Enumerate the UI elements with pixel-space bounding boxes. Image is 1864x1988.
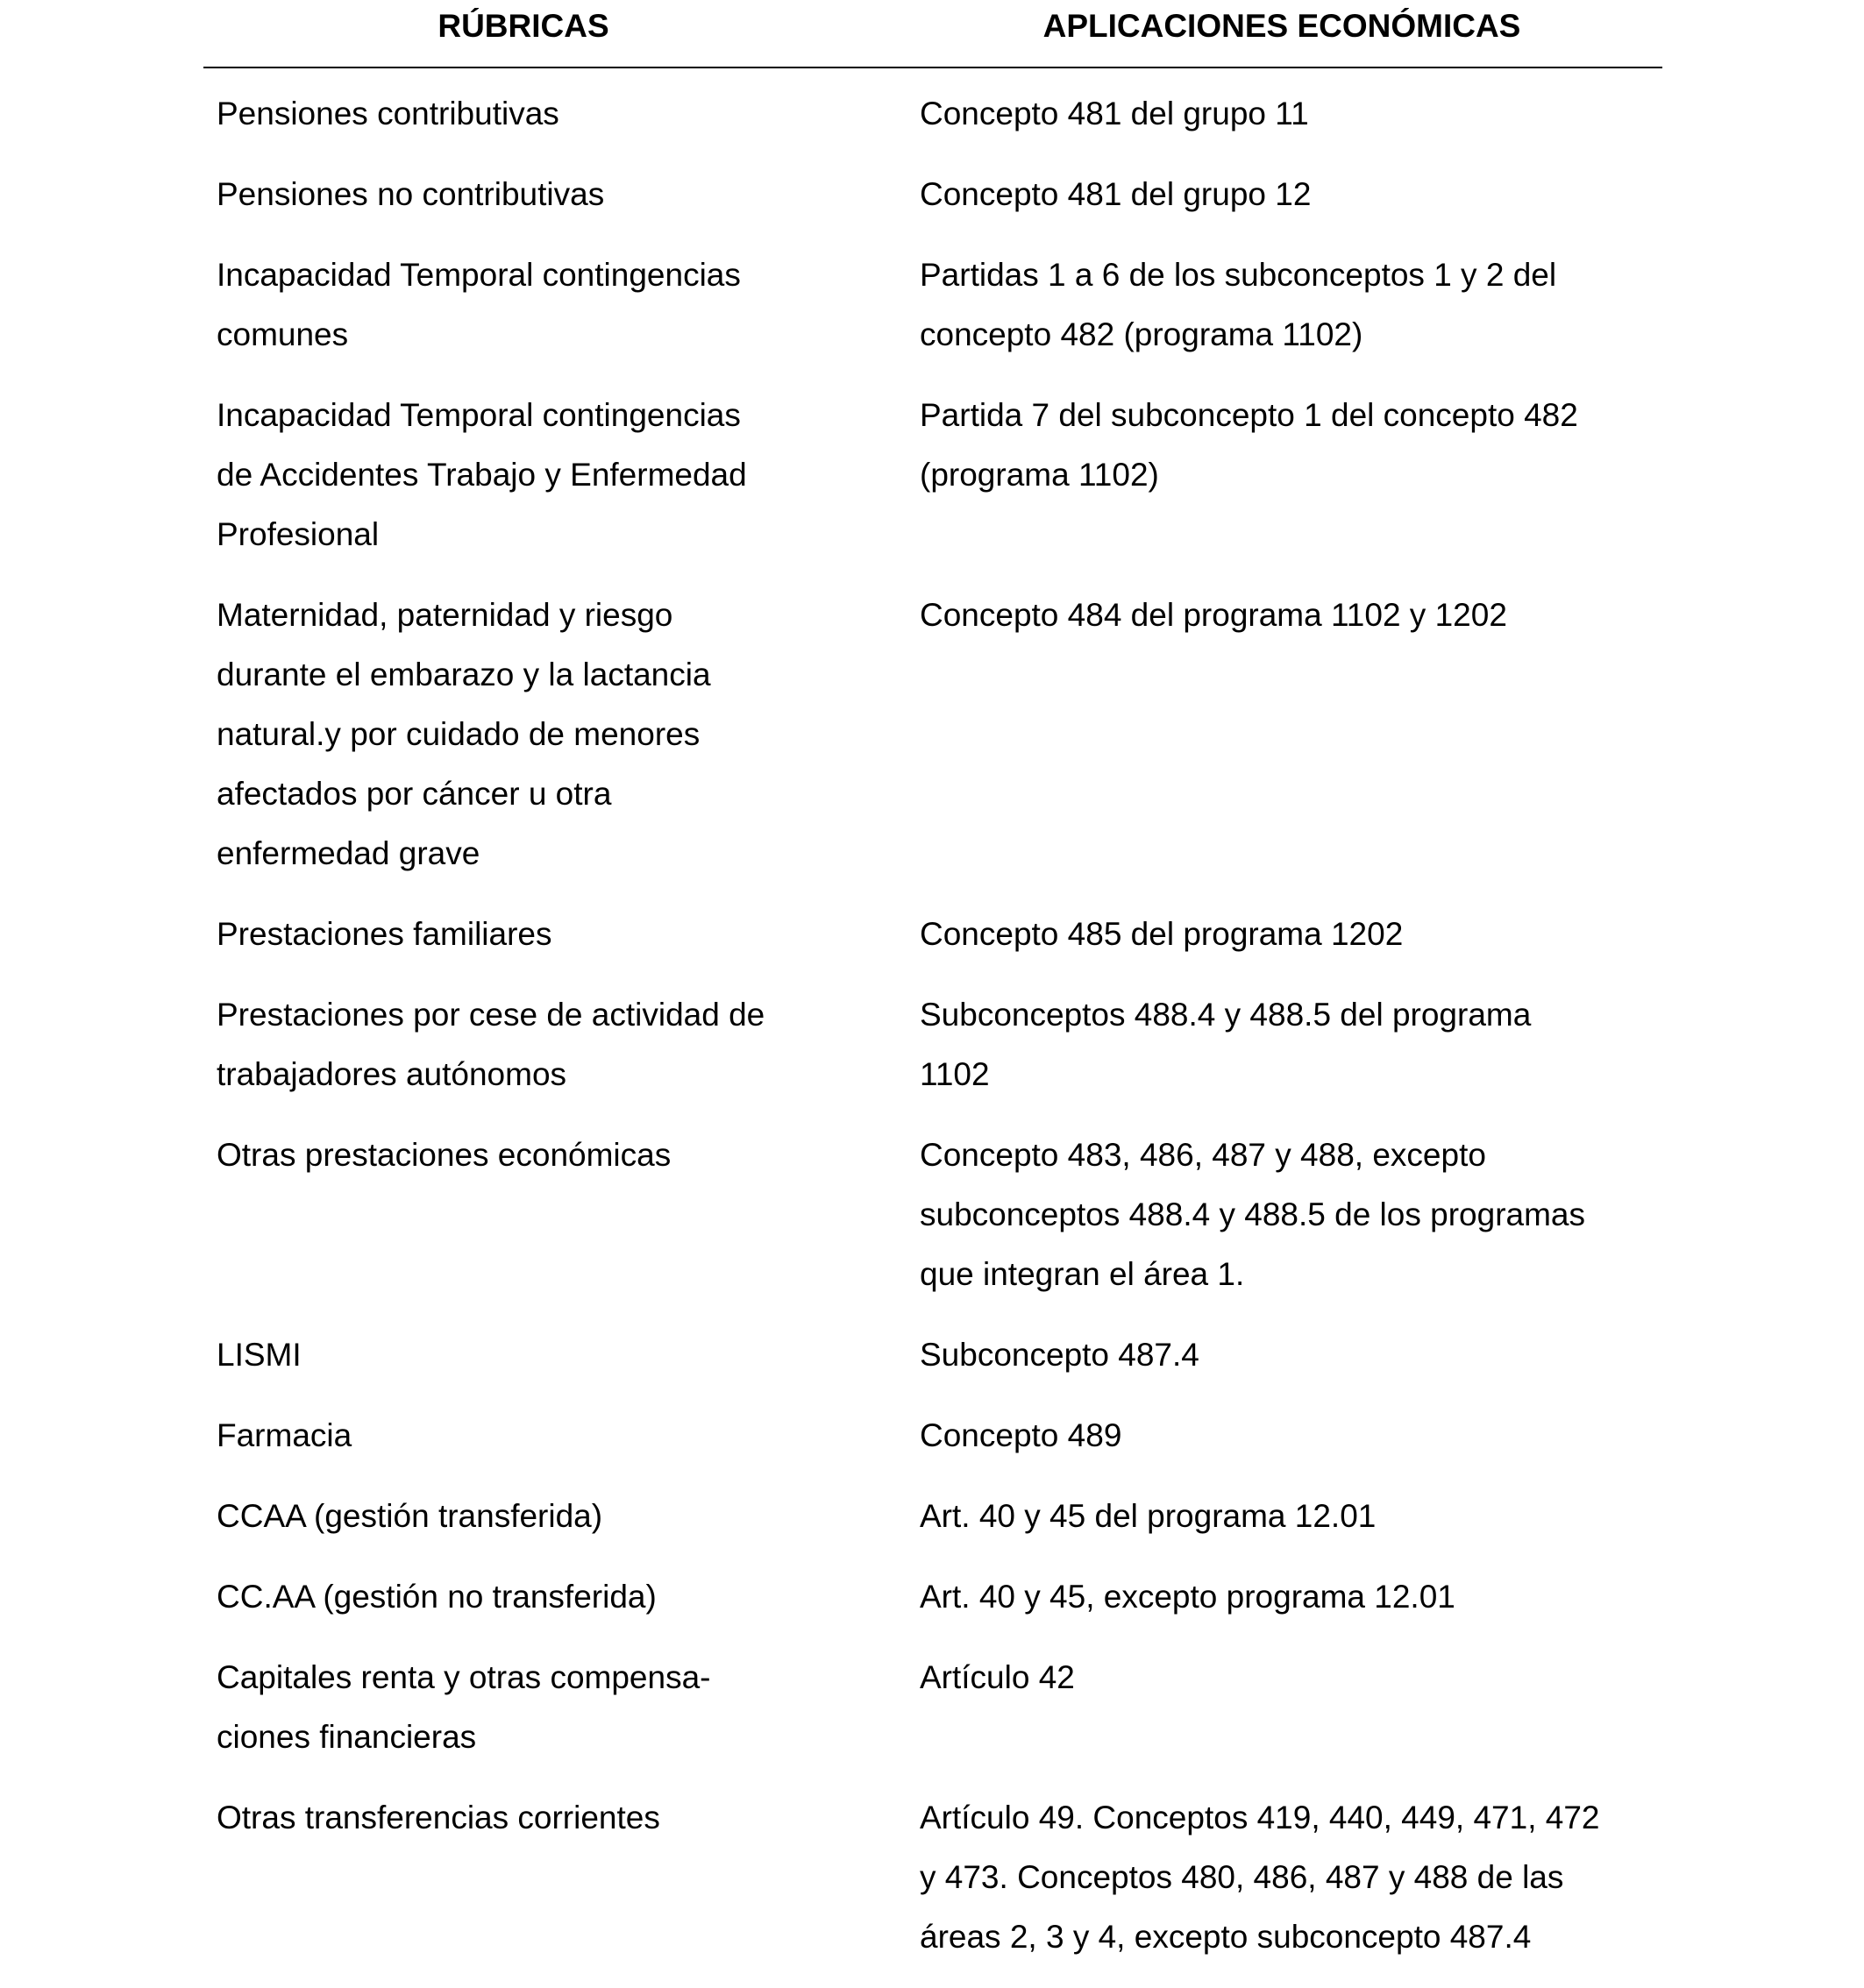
rubrica-cell: Incapacidad Temporal contingencias comunes — [217, 257, 741, 352]
table-row — [0, 1325, 1864, 1385]
table-row — [0, 245, 1864, 365]
rubrica-cell: Otras transferencias corrientes — [217, 1800, 660, 1835]
rubrica-cell: CCAA (gestión transferida) — [217, 1498, 603, 1534]
table-row — [0, 1648, 1864, 1767]
aplicacion-cell: Art. 40 y 45 del programa 12.01 — [920, 1498, 1377, 1534]
table-body — [0, 84, 1864, 1988]
table-row — [0, 586, 1864, 884]
aplicacion-cell: Artículo 49. Conceptos 419, 440, 449, 471, 472 y 473. Conceptos 480, 486, 487 y 488 de las áreas 2, 3 y 4, excepto subconcepto 487.4 — [920, 1800, 1600, 1955]
table-header — [203, 0, 1662, 68]
rubrica-cell: Capitales renta y otras compensa- ciones financieras — [217, 1659, 711, 1755]
aplicacion-cell: Concepto 485 del programa 1202 — [920, 916, 1404, 952]
aplicacion-cell: Concepto 481 del grupo 12 — [920, 176, 1312, 212]
aplicacion-cell: Subconcepto 487.4 — [920, 1337, 1199, 1373]
table-row — [0, 1567, 1864, 1627]
aplicacion-cell: Concepto 489 — [920, 1417, 1122, 1453]
aplicacion-cell: Concepto 481 del grupo 11 — [920, 96, 1309, 131]
rubrica-cell: Otras prestaciones económicas — [217, 1137, 672, 1173]
header-aplicaciones: APLICACIONES ECONÓMICAS — [1042, 8, 1521, 44]
table-row — [0, 905, 1864, 964]
rubrica-cell: Prestaciones por cese de actividad de trabajadores autónomos — [217, 997, 765, 1092]
rubrica-cell: CC.AA (gestión no transferida) — [217, 1579, 657, 1615]
rubrica-cell: Farmacia — [217, 1417, 352, 1453]
table-row — [0, 1125, 1864, 1304]
rubrica-cell: Maternidad, paternidad y riesgo durante el embarazo y la lactancia natural.y por cuidado de menores afectados por cáncer u otra enfermedad grave — [217, 597, 711, 871]
rubrica-cell: LISMI — [217, 1337, 302, 1373]
table-row — [0, 386, 1864, 564]
table-row — [0, 165, 1864, 224]
table-row — [0, 84, 1864, 144]
aplicacion-cell: Artículo 42 — [920, 1659, 1075, 1695]
aplicacion-cell: Concepto 483, 486, 487 y 488, excepto subconceptos 488.4 y 488.5 de los programas que integran el área 1. — [920, 1137, 1585, 1292]
rubrica-cell: Incapacidad Temporal contingencias de Accidentes Trabajo y Enfermedad Profesional — [217, 397, 747, 552]
table-row — [0, 1788, 1864, 1967]
rubrica-cell: Prestaciones familiares — [217, 916, 552, 952]
table-row — [0, 1487, 1864, 1546]
header-rubricas: RÚBRICAS — [438, 8, 609, 44]
rubrica-cell: Pensiones contributivas — [217, 96, 559, 131]
table-row — [0, 985, 1864, 1104]
aplicacion-cell: Concepto 484 del programa 1102 y 1202 — [920, 597, 1507, 633]
aplicacion-cell: Subconceptos 488.4 y 488.5 del programa 1102 — [920, 997, 1532, 1092]
aplicacion-cell: Art. 40 y 45, excepto programa 12.01 — [920, 1579, 1455, 1615]
table-row — [0, 1406, 1864, 1466]
aplicacion-cell: Partidas 1 a 6 de los subconceptos 1 y 2 del concepto 482 (programa 1102) — [920, 257, 1557, 352]
rubrica-cell: Pensiones no contributivas — [217, 176, 605, 212]
aplicacion-cell: Partida 7 del subconcepto 1 del concepto 482 (programa 1102) — [920, 397, 1578, 493]
